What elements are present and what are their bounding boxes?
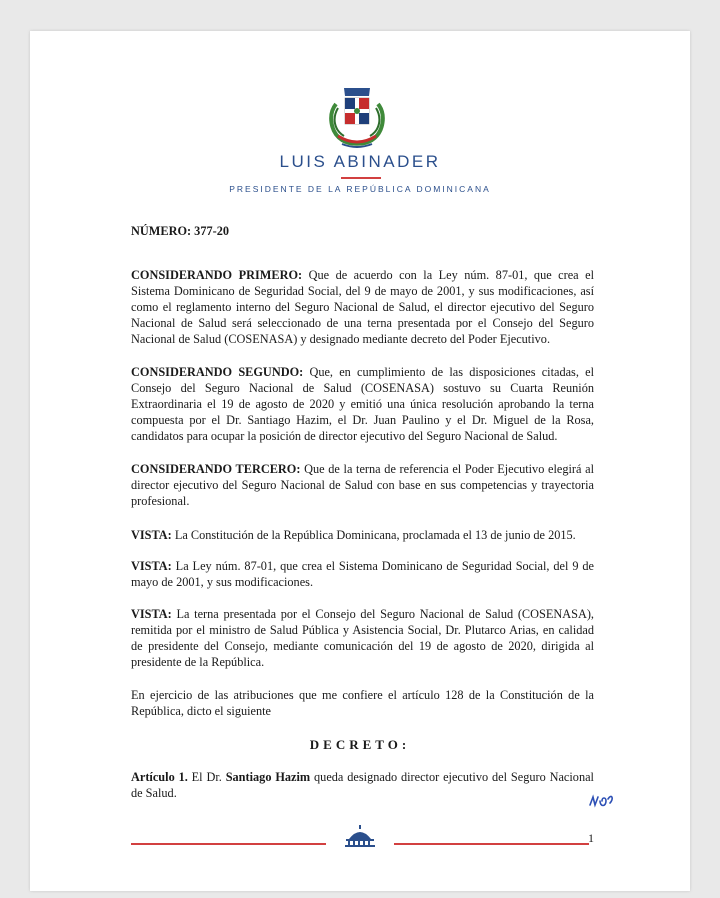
vista-constitucion [131, 527, 594, 543]
paragraph-body: La Ley núm. 87-01, que crea el Sistema Dominicano de Seguridad Social, del 9 de mayo de 2001, y sus modificaciones. [131, 559, 594, 589]
considerando-primero [131, 267, 594, 347]
document-page [30, 31, 690, 891]
enacting-clause: En ejercicio de las atribuciones que me confiere el artículo 128 de la Constitución de la República, dicto el siguiente [131, 688, 594, 718]
considerando-segundo [131, 364, 594, 444]
paragraph-heading: CONSIDERANDO PRIMERO: [131, 268, 303, 282]
footer-divider-left [131, 843, 326, 845]
article-1: Artículo 1. El Dr. Santiago Hazim queda designado director ejecutivo del Seguro Nacional de Salud. [131, 770, 594, 800]
paragraph-body: Que de acuerdo con la Ley núm. 87-01, que crea el Sistema Dominicano de Seguridad Social, del 9 de mayo de 2001, y sus modificaciones, así como el reglamento interno del Seguro Nacional de Salud, el director ejecutivo del Seguro Nacional de Salud será seleccionado de una terna presentada por el Consejo del Seguro Nacional de Salud (COSENASA) y designado mediante decreto del Poder Ejecutivo. [131, 268, 594, 346]
article-heading: Artículo 1. [131, 770, 188, 784]
national-palace-dome-icon [339, 824, 381, 848]
paragraph-heading: VISTA: [131, 607, 172, 621]
paragraph-heading: VISTA: [131, 528, 172, 542]
page-number: 1 [588, 831, 594, 845]
considerando-tercero [131, 461, 594, 509]
paragraph-heading: CONSIDERANDO SEGUNDO: [131, 365, 304, 379]
vista-terna [131, 606, 594, 670]
president-title: PRESIDENTE DE LA REPÚBLICA DOMINICANA [229, 184, 491, 194]
paragraph-heading: VISTA: [131, 559, 172, 573]
paragraph-body: La Constitución de la República Dominicana, proclamada el 13 de junio de 2015. [171, 528, 576, 542]
vista-ley [131, 558, 594, 590]
paragraph-body: La terna presentada por el Consejo del Seguro Nacional de Salud (COSENASA), remitida por el ministro de Salud Pública y Asistencia Social, Dr. Plutarco Arias, en calidad de presidente del Consejo, mediante comunicación del 19 de agosto de 2020, dirigida al presidente de la República. [131, 607, 594, 669]
decree-number: NÚMERO: 377-20 [131, 224, 230, 238]
footer-divider-right [394, 843, 589, 845]
president-name: LUIS ABINADER [279, 152, 441, 171]
paragraph-body: Que de la terna de referencia el Poder Ejecutivo elegirá al director ejecutivo del Seguro Nacional de Salud con base en sus competencias y trayectoria profesional. [131, 462, 594, 508]
paragraph-body: Que, en cumplimiento de las disposiciones citadas, el Consejo del Seguro Nacional de Salud (COSENASA) sostuvo su Cuarta Reunión Extraordinaria el 19 de agosto de 2020 y emitió una única resolución aprobando la terna compuesta por el Dr. Santiago Hazim, el Dr. Juan Paulino y el Dr. Miguel de la Rosa, candidatos para ocupar la posición de director ejecutivo del Seguro Nacional de Salud. [131, 365, 594, 443]
handwritten-initials [588, 791, 616, 811]
title-divider [341, 177, 381, 179]
appointee-name: Santiago Hazim [225, 770, 311, 784]
coat-of-arms-icon [324, 78, 390, 150]
paragraph-heading: CONSIDERANDO TERCERO: [131, 462, 301, 476]
decreto-heading: DECRETO: [309, 737, 411, 752]
